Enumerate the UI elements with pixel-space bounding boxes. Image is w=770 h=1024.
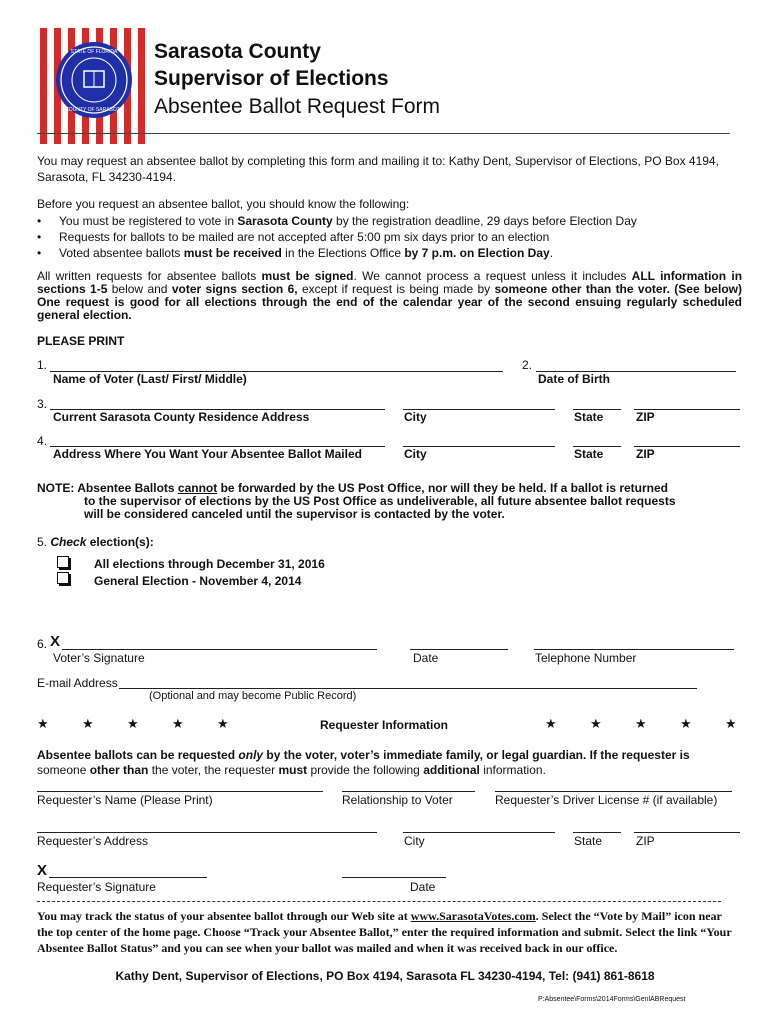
note-cannot: cannot: [177, 481, 218, 495]
field-number-4: 4.: [37, 434, 48, 448]
email-field[interactable]: [119, 688, 697, 689]
req-p8: someone other than the voter. (See below) One request is good for all elections through the end of the calendar year of the second ensuing regularly scheduled general election.: [37, 282, 742, 322]
note-line-2: to the supervisor of elections by the US Post Office as undeliverable, all future absentee ballot requests: [84, 494, 676, 508]
email-note: (Optional and may become Public Record): [149, 690, 357, 702]
star-icon: ★: [545, 716, 557, 731]
field-number-3: 3.: [37, 397, 48, 411]
star-icon: ★: [590, 716, 602, 731]
logo-stripes: [40, 28, 145, 144]
requester-state-field[interactable]: [573, 832, 621, 833]
dashed-divider: [37, 901, 721, 902]
requester-date-field[interactable]: [342, 877, 446, 878]
bullet-received: [37, 245, 737, 261]
election-label-rest: election(s):: [86, 535, 154, 549]
voter-signature-label: Voter’s Signature: [53, 651, 145, 665]
bullet1-county: Sarasota County: [237, 214, 333, 228]
requester-name-field[interactable]: [37, 791, 323, 792]
voter-name-label: Name of Voter (Last/ First/ Middle): [53, 372, 247, 386]
bullet3-end: .: [549, 246, 554, 260]
req-p5: below and: [107, 282, 172, 296]
requester-line-1: [37, 748, 742, 763]
form-title: Absentee Ballot Request Form: [154, 95, 440, 118]
telephone-field[interactable]: [534, 649, 734, 650]
voter-date-label: Date: [413, 651, 439, 665]
requester-instructions: [37, 748, 742, 778]
requester-line-2: [37, 763, 742, 778]
election-num: 5.: [37, 535, 51, 549]
tracking-text-a: You may track the status of your absentee ballot through our Web site at: [37, 909, 411, 923]
requester-name-label: Requester’s Name (Please Print): [37, 793, 213, 807]
req-p7: except if request is being made by: [297, 282, 495, 296]
flag-stripes-graphic: [40, 28, 145, 144]
req-p3: . We cannot process a request unless it includes: [353, 269, 632, 283]
star-icon: ★: [217, 716, 229, 731]
voter-signature-x: X: [50, 633, 61, 650]
requester-city-field[interactable]: [403, 832, 555, 833]
mailing-city-label: City: [404, 447, 427, 461]
requester-city-label: City: [404, 834, 425, 848]
note-prefix: NOTE: Absentee Ballots: [37, 481, 178, 495]
bullet-registered: [37, 213, 737, 229]
field-number-6: 6.: [37, 637, 48, 651]
seal-bottom-text: COUNTY OF SARASOTA: [65, 107, 123, 113]
req-a: Absentee ballots can be requested: [37, 748, 239, 762]
req-p2: must be signed: [261, 269, 354, 283]
intro-know-text: Before you request an absentee ballot, you should know the following:: [37, 197, 410, 211]
file-path: P:Absentee\Forms\2014Forms\GenlABRequest: [538, 996, 686, 1003]
requester-signature-field[interactable]: [49, 877, 207, 878]
req-p6: voter signs section 6,: [171, 282, 298, 296]
relationship-label: Relationship to Voter: [342, 793, 453, 807]
residence-address-label: Current Sarasota County Residence Address: [53, 410, 310, 424]
requester-state-label: State: [574, 834, 603, 848]
star-icon: ★: [82, 716, 94, 731]
requester-address-field[interactable]: [37, 832, 377, 833]
residence-zip-label: ZIP: [636, 410, 655, 424]
bullet1-deadline: by the registration deadline, 29 days before Election Day: [332, 214, 637, 228]
bullet3-must: must be received: [183, 246, 282, 260]
star-icon: ★: [172, 716, 184, 731]
requester-zip-label: ZIP: [636, 834, 655, 848]
requester-zip-field[interactable]: [634, 832, 740, 833]
election-option-2016: All elections through December 31, 2016: [94, 557, 325, 571]
req-d: someone: [37, 763, 90, 777]
residence-city-label: City: [404, 410, 427, 424]
star-icon: ★: [680, 716, 692, 731]
please-print-label: PLEASE PRINT: [37, 334, 125, 348]
note-line-3: will be considered canceled until the supervisor is contacted by the voter.: [84, 507, 505, 521]
website-link[interactable]: www.SarasotaVotes.com: [410, 909, 536, 923]
election-checkbox-2014[interactable]: [57, 572, 69, 584]
driver-license-field[interactable]: [495, 791, 732, 792]
requirements-list: [37, 213, 737, 261]
county-title: Sarasota County: [154, 40, 321, 63]
star-icon: ★: [725, 716, 737, 731]
req-other: other than: [89, 763, 149, 777]
req-j: information.: [479, 763, 546, 777]
req-h: provide the following: [307, 763, 424, 777]
req-must: must: [278, 763, 308, 777]
forwarding-note: [37, 482, 676, 521]
requester-date-label: Date: [410, 880, 436, 894]
voter-date-field[interactable]: [410, 649, 508, 650]
relationship-field[interactable]: [342, 791, 475, 792]
requester-signature-x: X: [37, 862, 48, 879]
field-number-1: 1.: [37, 358, 48, 372]
bullet3-time: by 7 p.m. on Election Day: [404, 246, 550, 260]
req-p4: ALL information in sections 1-5: [37, 269, 743, 296]
election-check-word: Check: [50, 535, 87, 549]
tracking-info: [37, 908, 737, 956]
star-icon: ★: [37, 716, 49, 731]
tracking-text-b: . Select the “Vote by Mail” icon near the top center of the home page. Choose “Track your Absentee Ballot,” enter the required information and submit. Select the link “Your Absentee Ballot Status” and you can see when your ballot was mailed and when it was received back in our office.: [37, 909, 732, 955]
footer-contact: Kathy Dent, Supervisor of Elections, PO Box 4194, Sarasota FL 34230-4194, Tel: (941) 861-8618: [115, 969, 655, 983]
intro-mail-text: You may request an absentee ballot by completing this form and mailing it to: Kathy Dent, Supervisor of Elections, PO Box 4194, Sarasota, FL 34230-4194.: [37, 154, 719, 184]
election-option-2014: General Election - November 4, 2014: [94, 574, 302, 588]
requester-address-label: Requester’s Address: [37, 834, 148, 848]
mailing-address-label: Address Where You Want Your Absentee Ballot Mailed: [53, 447, 362, 461]
mailing-state-label: State: [574, 447, 604, 461]
bullet-deadline: • Requests for ballots to be mailed are not accepted after 5:00 pm six days prior to an election: [37, 229, 737, 245]
requester-heading: Requester Information: [320, 718, 449, 732]
star-icon: ★: [635, 716, 647, 731]
requester-signature-label: Requester’s Signature: [37, 880, 156, 894]
req-f: the voter, the requester: [148, 763, 279, 777]
bullet3-office: in the Elections Office: [281, 246, 405, 260]
election-checkbox-2016[interactable]: [57, 556, 69, 568]
office-title: Supervisor of Elections: [154, 67, 389, 90]
req-p1: All written requests for absentee ballots: [37, 269, 262, 283]
mailing-zip-label: ZIP: [636, 447, 655, 461]
req-additional: additional: [423, 763, 480, 777]
dob-label: Date of Birth: [538, 372, 610, 386]
election-check-label: [37, 535, 154, 550]
star-icon: ★: [127, 716, 139, 731]
signing-requirements: [37, 270, 742, 322]
req-only: only: [238, 748, 264, 762]
voter-signature-field[interactable]: [62, 649, 377, 650]
header-rule: [37, 133, 730, 134]
note-line-1-rest: be forwarded by the US Post Office, nor will they be held. If a ballot is returned: [217, 481, 669, 495]
bullet1-text: You must be registered to vote in: [59, 214, 238, 228]
telephone-label: Telephone Number: [535, 651, 637, 665]
bullet3-text: Voted absentee ballots: [59, 246, 184, 260]
residence-state-label: State: [574, 410, 604, 424]
field-number-2: 2.: [522, 358, 533, 372]
seal-top-text: STATE OF FLORIDA: [70, 49, 118, 55]
driver-license-label: Requester’s Driver License # (if available): [495, 793, 718, 807]
req-c: by the voter, voter’s immediate family, or legal guardian. If the requester is: [263, 748, 690, 762]
email-label: E-mail Address: [37, 676, 118, 690]
